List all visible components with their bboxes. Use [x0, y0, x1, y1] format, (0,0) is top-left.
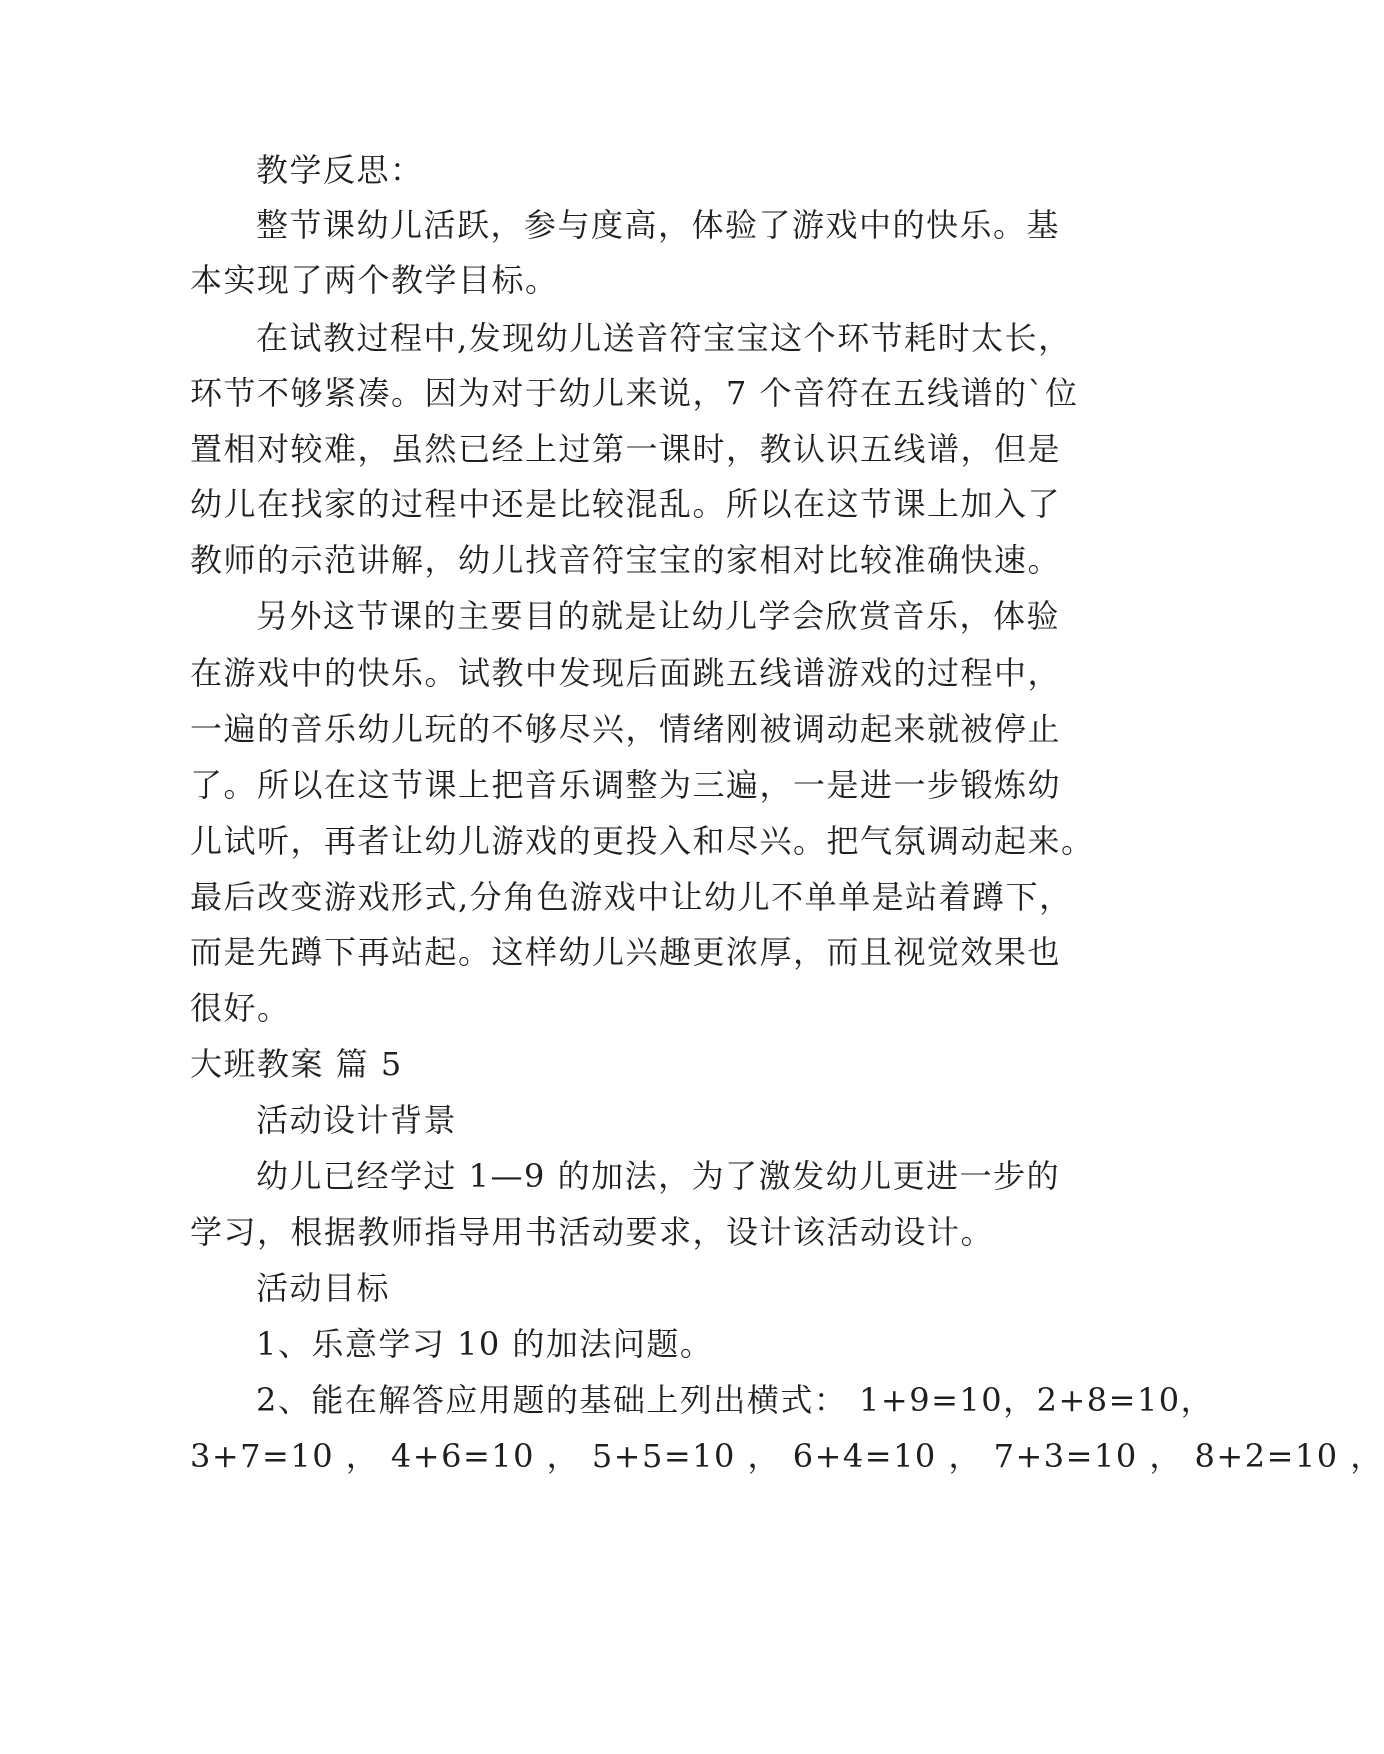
paragraph-line: 幼儿已经学过 1—9 的加法，为了激发幼儿更进一步的 [256, 1157, 1061, 1195]
paragraph-line: 学习，根据教师指导用书活动要求，设计该活动设计。 [190, 1213, 995, 1251]
paragraph-line: 置相对较难，虽然已经上过第一课时，教认识五线谱，但是 [190, 430, 1062, 468]
subheading: 活动设计背景 [256, 1101, 458, 1139]
section-heading: 大班教案 篇 5 [190, 1045, 403, 1083]
paragraph-line: 最后改变游戏形式,分角色游戏中让幼儿不单单是站着蹲下， [190, 878, 1073, 916]
paragraph-line: 幼儿在找家的过程中还是比较混乱。所以在这节课上加入了 [190, 485, 1062, 523]
paragraph-line: 本实现了两个教学目标。 [190, 261, 559, 299]
list-item: 2、能在解答应用题的基础上列出横式： 1+9=10，2+8=10， [256, 1381, 1215, 1419]
paragraph-line: 整节课幼儿活跃，参与度高，体验了游戏中的快乐。基 [256, 206, 1061, 244]
paragraph-line: 另外这节课的主要目的就是让幼儿学会欣赏音乐，体验 [256, 597, 1061, 635]
paragraph-line: 环节不够紧凑。因为对于幼儿来说，7 个音符在五线谱的`位 [190, 374, 1079, 412]
subheading: 活动目标 [256, 1269, 391, 1307]
paragraph-line: 一遍的音乐幼儿玩的不够尽兴，情绪刚被调动起来就被停止 [190, 710, 1062, 748]
paragraph-line: 了。所以在这节课上把音乐调整为三遍，一是进一步锻炼幼 [190, 766, 1062, 804]
list-item: 1、乐意学习 10 的加法问题。 [256, 1325, 714, 1363]
paragraph-line: 而是先蹲下再站起。这样幼儿兴趣更浓厚，而且视觉效果也 [190, 933, 1062, 971]
paragraph-line: 很好。 [190, 989, 291, 1027]
paragraph-line: 教师的示范讲解，幼儿找音符宝宝的家相对比较准确快速。 [190, 541, 1062, 579]
paragraph-line: 3+7=10 ， 4+6=10 ， 5+5=10 ， 6+4=10 ， 7+3=10 ， 8+2=10 ， [190, 1437, 1384, 1475]
paragraph-line: 在游戏中的快乐。试教中发现后面跳五线谱游戏的过程中， [190, 654, 1062, 692]
paragraph-line: 教学反思： [256, 151, 424, 189]
paragraph-line: 儿试听，再者让幼儿游戏的更投入和尽兴。把气氛调动起来。 [190, 822, 1095, 860]
paragraph-line: 在试教过程中,发现幼儿送音符宝宝这个环节耗时太长， [256, 319, 1072, 357]
